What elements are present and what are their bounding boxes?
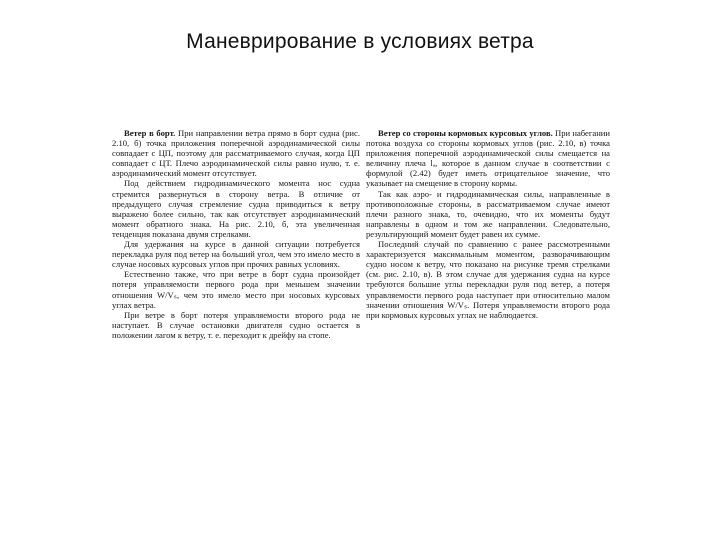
paragraph: Под действием гидродинамического момента нос судна стремится развернуться в сторону ветра. В отличие от предыдущего случая стремление судна приводиться к ветру выражено более сильно, так как отсутствует аэродинамический момент обратного знака. На рис. 2.10, б, эта увеличенная тенденция показана двумя стрелками. [112, 178, 360, 239]
scanned-text-left-column [112, 128, 360, 340]
paragraph-heading: Ветер в борт. [124, 128, 176, 138]
slide-title: Маневрирование в условиях ветра [186, 30, 534, 53]
paragraph: Так как аэро- и гидродинамическая силы, направленные в противоположные стороны, в рассматриваемом случае имеют плечи разного знака, то, очевидно, что их моменты будут направлены в одном и том же направлении. Следовательно, результирующий момент будет равен их сумме. [366, 188, 610, 239]
paragraph-body: При направлении ветра прямо в борт судна (рис. 2.10, б) точка приложения поперечной аэродинамической силы совпадает с ЦП, поэтому для рассматриваемого случая, когда ЦП совпадает с ЦТ. Плечо аэродинамической силы равно нулю, т. е. аэродинамический момент отсутствует. [112, 128, 360, 179]
paragraph-body: При набегании потока воздуха со стороны кормовых углов (рис. 2.10, в) точка приложения поперечной аэродинамической силы смещается на величину плеча lₐ, которое в данном случае в соответствии с формулой (2.42) будет иметь отрицательное значение, что указывает на смещение в сторону кормы. [366, 128, 610, 189]
paragraph-heading: Ветер со стороны кормовых курсовых углов. [378, 128, 553, 138]
scanned-text-right-column [366, 128, 610, 320]
paragraph [112, 310, 360, 340]
paragraph: Для удержания на курсе в данной ситуации потребуется перекладка руля под ветер на больший угол, чем это имело место в случае носовых курсовых углов при прочих равных условиях. [112, 239, 360, 270]
paragraph: Последний случай по сравнению с ранее рассмотренными характеризуется максимальным моментом, разворачивающим судно носом к ветру, что показано на рисунке тремя стрелками (см. рис. 2.10, в). В этом случае для удержания судна на курсе требуются большие углы перекладки руля под ветер, а потеря управляемости первого рода наступает при относительно малом значении отношения W/Vₛ. Потеря управляемости второго рода при кормовых курсовых углах не наблюдается. [366, 239, 610, 320]
paragraph-body: В случае остановки двигателя судно остается в положении лагом к ветру, т. е. переходит к дрейфу на стопе. [112, 319, 360, 340]
emphasis-text: При ветре в борт потеря управляемости второго рода не наступает. [112, 309, 360, 330]
paragraph: Естественно также, что при ветре в борт судна произойдет потеря управляемости первого рода при меньшем значении отношения W/Vₛ, чем это имело место при носовых курсовых углах ветра. [112, 269, 360, 310]
paragraph-wind-astern [366, 128, 610, 189]
paragraph-wind-abeam [112, 128, 360, 178]
